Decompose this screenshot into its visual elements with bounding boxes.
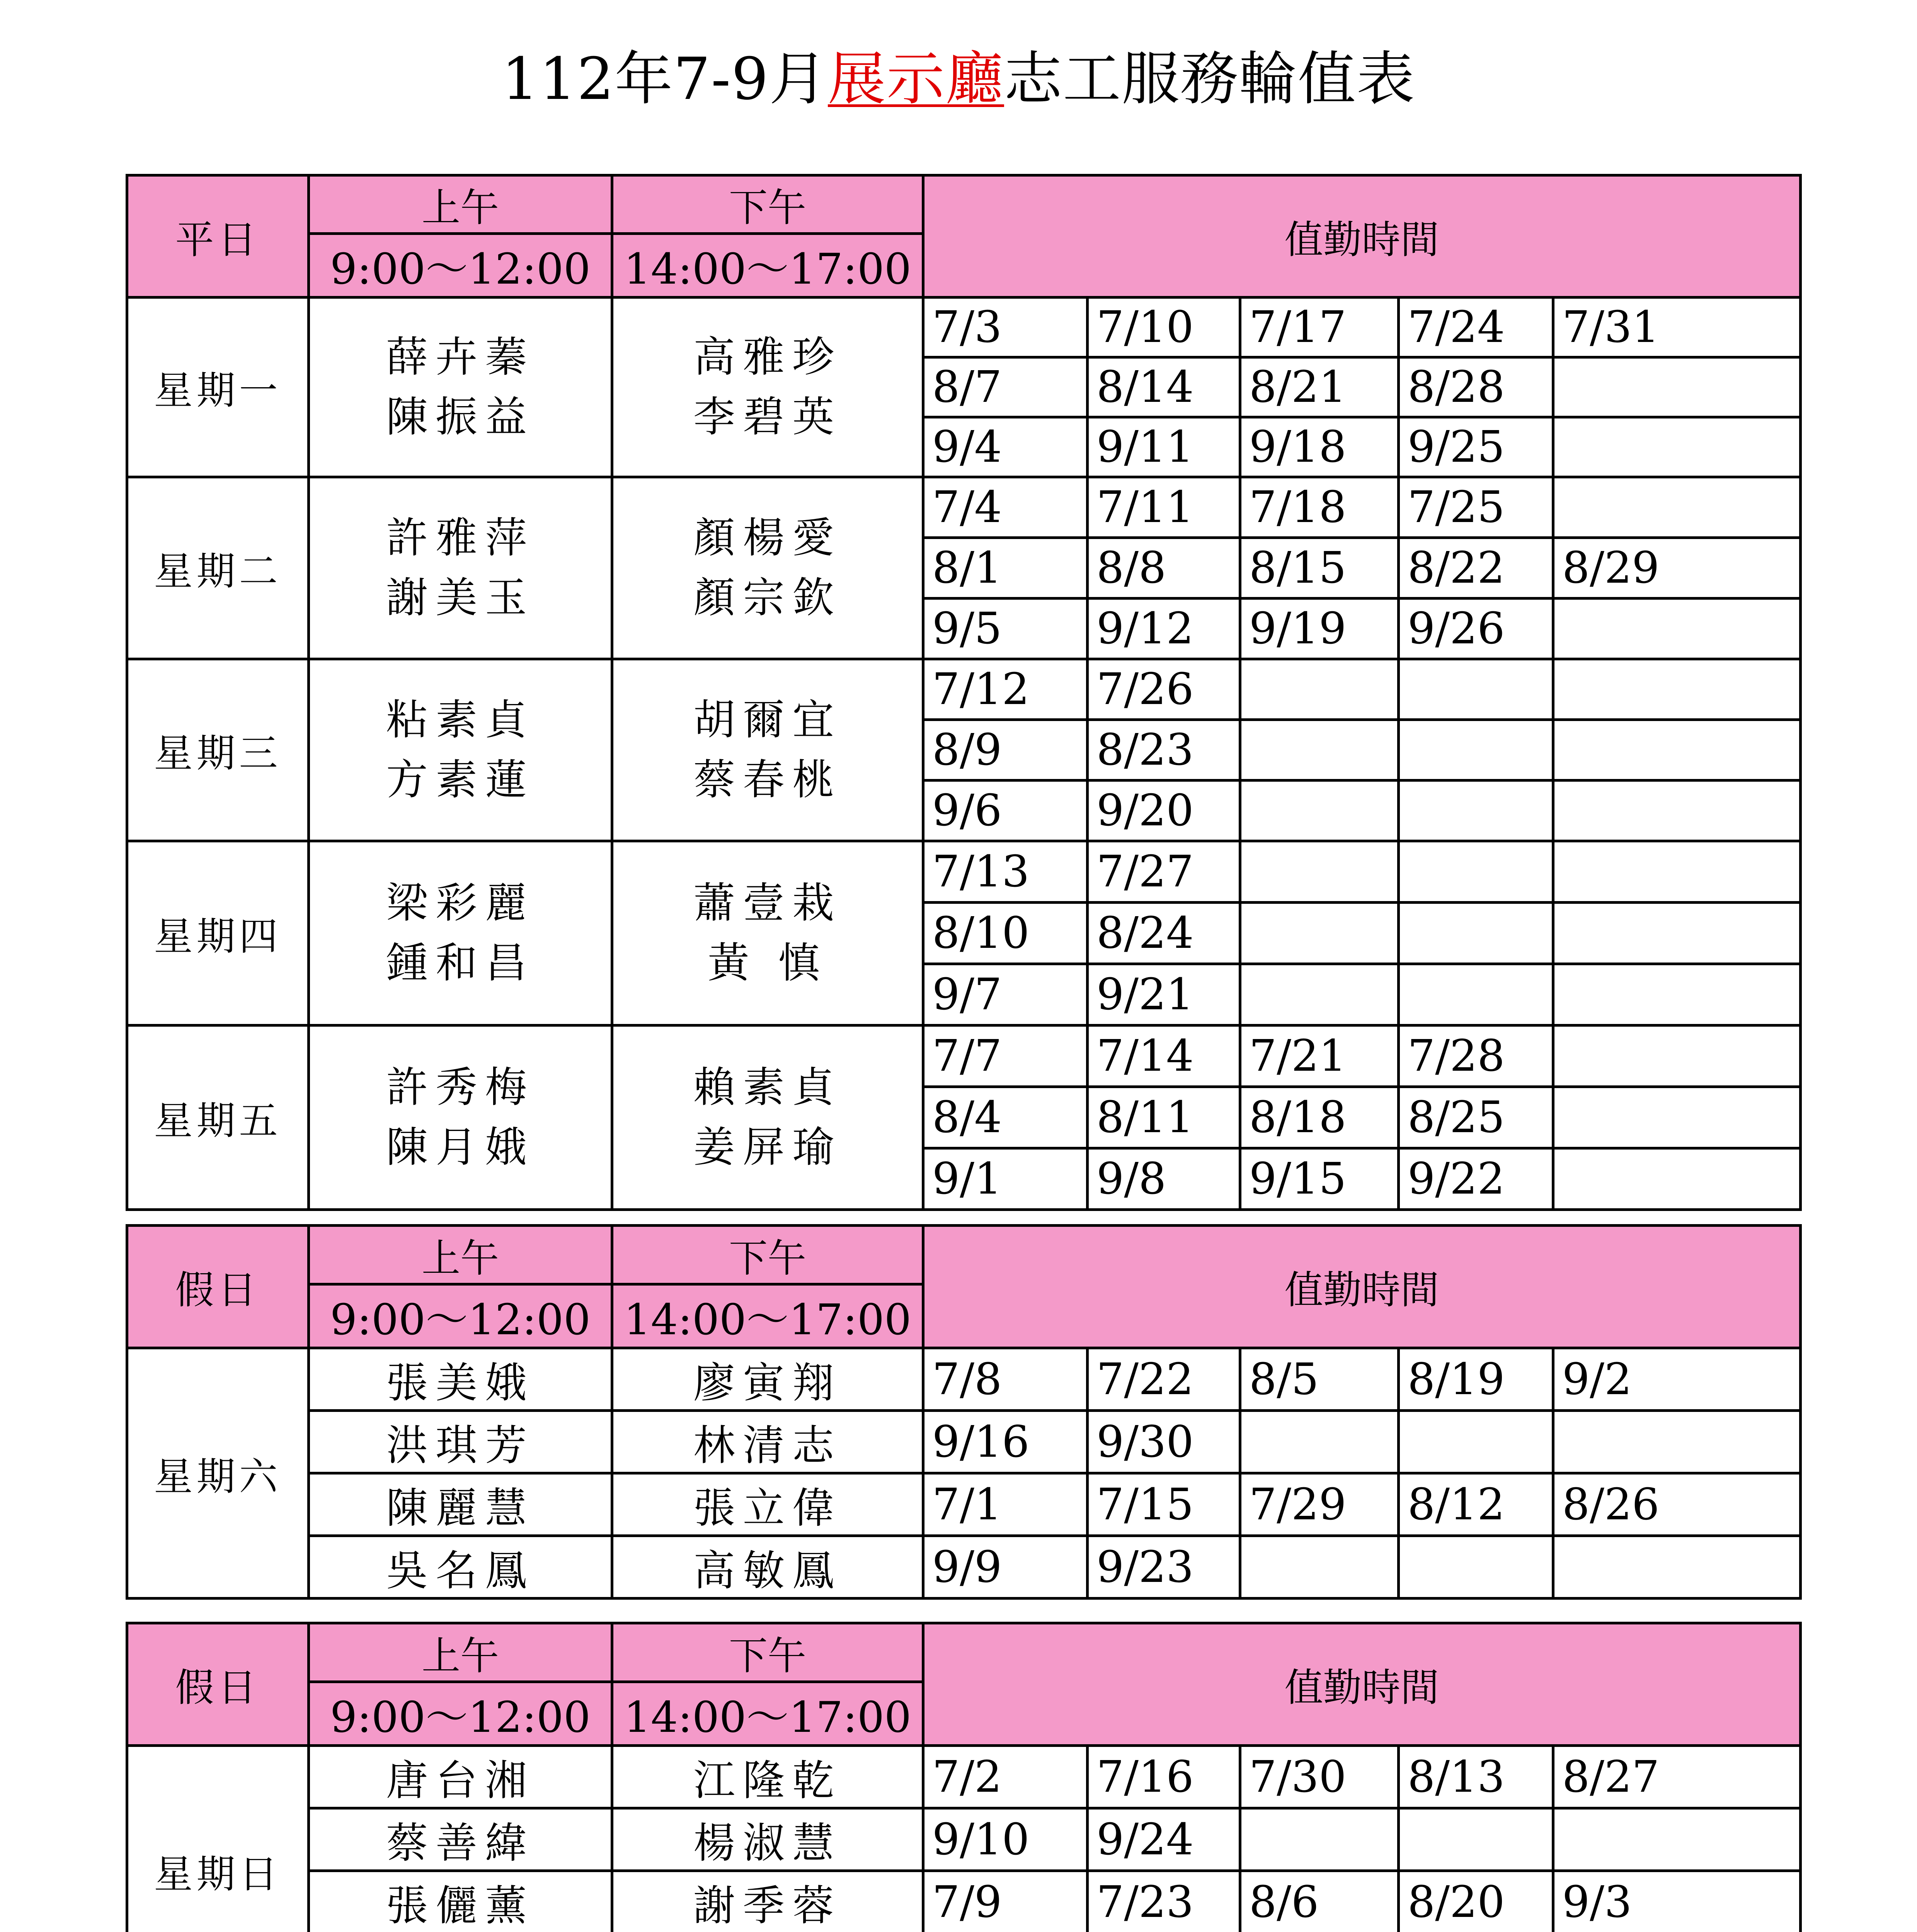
duty-date-cell: 7/24 [1399, 298, 1553, 357]
sunday-schedule-table [126, 1622, 1802, 1932]
pm-volunteer: 廖寅翔 [612, 1348, 923, 1411]
duty-date-cell: 8/25 [1399, 1087, 1553, 1148]
duty-date-cell: 9/26 [1399, 599, 1553, 659]
am-time: 9:00～12:00 [309, 1284, 612, 1348]
duty-date-cell: 7/21 [1240, 1026, 1399, 1087]
duty-date-cell [1240, 1411, 1399, 1473]
duty-date-cell: 9/19 [1240, 599, 1399, 659]
duty-date-cell [1553, 781, 1801, 841]
duty-date-cell [1553, 841, 1801, 903]
am-label: 上午 [309, 1226, 612, 1284]
schedule-row [127, 1871, 1801, 1932]
pm-volunteer: 張立偉 [612, 1473, 923, 1536]
am-volunteer: 張美娥 [309, 1348, 612, 1411]
duty-time-header: 值勤時間 [923, 1623, 1801, 1746]
weekday-label: 星期四 [127, 841, 309, 1026]
schedule-row [127, 477, 1801, 538]
duty-date-cell [1553, 417, 1801, 477]
duty-date-cell [1399, 659, 1553, 720]
volunteer-name: 許雅萍 [386, 514, 535, 562]
duty-date-cell: 7/22 [1088, 1348, 1240, 1411]
weekday-table-body [127, 175, 1801, 1210]
volunteer-name: 陳振益 [386, 393, 535, 441]
schedule-row [127, 1746, 1801, 1808]
duty-date-cell [1553, 659, 1801, 720]
duty-date-cell [1399, 1808, 1553, 1871]
duty-date-cell: 8/8 [1088, 538, 1240, 599]
duty-date-cell: 7/17 [1240, 298, 1399, 357]
corner-label: 假日 [127, 1226, 309, 1348]
duty-date-cell: 8/28 [1399, 357, 1553, 417]
duty-date-cell: 7/12 [923, 659, 1088, 720]
weekday-label: 星期一 [127, 298, 309, 477]
am-time: 9:00～12:00 [309, 1682, 612, 1746]
am-volunteers [309, 298, 612, 477]
schedule-row [127, 298, 1801, 357]
pm-volunteers [612, 298, 923, 477]
pm-volunteers [612, 841, 923, 1026]
volunteer-name: 鍾和昌 [386, 939, 535, 987]
am-label: 上午 [309, 1623, 612, 1682]
duty-date-cell: 9/9 [923, 1536, 1088, 1599]
duty-date-cell: 8/7 [923, 357, 1088, 417]
volunteer-name: 賴素貞 [693, 1063, 842, 1112]
volunteer-name: 姜屏瑜 [693, 1123, 842, 1172]
volunteer-name: 李碧英 [693, 393, 842, 441]
duty-date-cell [1553, 903, 1801, 964]
title-suffix: 志工服務輪值表 [1004, 46, 1415, 113]
duty-date-cell: 8/14 [1088, 357, 1240, 417]
duty-date-cell: 8/19 [1399, 1348, 1553, 1411]
volunteer-name: 蕭壹栽 [693, 879, 842, 927]
duty-date-cell: 8/22 [1399, 538, 1553, 599]
duty-date-cell [1240, 720, 1399, 781]
duty-date-cell [1240, 903, 1399, 964]
duty-date-cell [1240, 1536, 1399, 1599]
duty-date-cell: 9/10 [923, 1808, 1088, 1871]
duty-date-cell: 9/18 [1240, 417, 1399, 477]
duty-date-cell: 9/25 [1399, 417, 1553, 477]
pm-volunteers [612, 1026, 923, 1210]
duty-date-cell: 8/10 [923, 903, 1088, 964]
duty-date-cell: 8/27 [1553, 1746, 1801, 1808]
duty-date-cell: 8/5 [1240, 1348, 1399, 1411]
am-volunteers [309, 477, 612, 659]
weekday-label: 星期二 [127, 477, 309, 659]
am-volunteers [309, 1026, 612, 1210]
duty-date-cell [1240, 841, 1399, 903]
duty-date-cell: 7/28 [1399, 1026, 1553, 1087]
am-volunteer: 唐台湘 [309, 1746, 612, 1808]
duty-date-cell: 7/4 [923, 477, 1088, 538]
duty-date-cell [1240, 1808, 1399, 1871]
duty-date-cell [1399, 903, 1553, 964]
duty-date-cell: 9/1 [923, 1148, 1088, 1210]
weekday-label: 星期日 [127, 1746, 309, 1932]
header-row [127, 1226, 1801, 1284]
am-volunteer: 洪琪芳 [309, 1411, 612, 1473]
duty-date-cell [1553, 1536, 1801, 1599]
duty-date-cell: 9/21 [1088, 964, 1240, 1026]
volunteer-name: 顏楊愛 [693, 514, 842, 562]
pm-time: 14:00～17:00 [612, 234, 923, 298]
duty-date-cell: 8/6 [1240, 1871, 1399, 1932]
duty-date-cell: 8/26 [1553, 1473, 1801, 1536]
volunteer-name: 胡爾宜 [693, 696, 842, 744]
duty-date-cell: 8/15 [1240, 538, 1399, 599]
duty-date-cell [1553, 599, 1801, 659]
duty-date-cell: 9/8 [1088, 1148, 1240, 1210]
duty-date-cell [1399, 964, 1553, 1026]
duty-date-cell: 8/29 [1553, 538, 1801, 599]
volunteer-name: 高雅珍 [693, 333, 842, 381]
schedule-row [127, 1411, 1801, 1473]
duty-date-cell: 9/15 [1240, 1148, 1399, 1210]
duty-date-cell: 8/1 [923, 538, 1088, 599]
corner-label: 假日 [127, 1623, 309, 1746]
duty-date-cell: 9/4 [923, 417, 1088, 477]
duty-date-cell [1399, 1411, 1553, 1473]
duty-date-cell: 7/1 [923, 1473, 1088, 1536]
duty-date-cell: 9/6 [923, 781, 1088, 841]
duty-date-cell: 7/2 [923, 1746, 1088, 1808]
duty-date-cell [1553, 720, 1801, 781]
pm-label: 下午 [612, 175, 923, 234]
duty-date-cell [1399, 720, 1553, 781]
duty-date-cell [1240, 964, 1399, 1026]
volunteer-name: 方素蓮 [386, 756, 535, 804]
am-volunteer: 陳麗慧 [309, 1473, 612, 1536]
duty-date-cell: 8/4 [923, 1087, 1088, 1148]
weekday-label: 星期五 [127, 1026, 309, 1210]
schedule-row [127, 1536, 1801, 1599]
title-highlight: 展示廳 [827, 46, 1004, 113]
duty-date-cell: 8/18 [1240, 1087, 1399, 1148]
duty-date-cell: 7/29 [1240, 1473, 1399, 1536]
header-row [127, 175, 1801, 234]
duty-date-cell: 9/2 [1553, 1348, 1801, 1411]
pm-volunteer: 高敏鳳 [612, 1536, 923, 1599]
schedule-row [127, 1026, 1801, 1087]
pm-volunteers [612, 659, 923, 841]
volunteer-name: 蔡春桃 [693, 756, 842, 804]
duty-date-cell: 9/22 [1399, 1148, 1553, 1210]
pm-volunteer: 林清志 [612, 1411, 923, 1473]
duty-date-cell: 8/21 [1240, 357, 1399, 417]
volunteer-name: 梁彩麗 [386, 879, 535, 927]
duty-date-cell: 7/10 [1088, 298, 1240, 357]
duty-date-cell: 7/23 [1088, 1871, 1240, 1932]
am-time: 9:00～12:00 [309, 234, 612, 298]
duty-date-cell: 8/12 [1399, 1473, 1553, 1536]
duty-date-cell [1553, 1808, 1801, 1871]
duty-date-cell: 9/12 [1088, 599, 1240, 659]
duty-date-cell: 9/7 [923, 964, 1088, 1026]
volunteer-name: 薛卉蓁 [386, 333, 535, 381]
duty-date-cell: 7/13 [923, 841, 1088, 903]
duty-date-cell: 8/24 [1088, 903, 1240, 964]
duty-date-cell [1399, 781, 1553, 841]
duty-date-cell [1553, 477, 1801, 538]
duty-date-cell: 7/30 [1240, 1746, 1399, 1808]
duty-date-cell: 7/8 [923, 1348, 1088, 1411]
volunteer-name: 粘素貞 [386, 696, 535, 744]
duty-date-cell: 9/24 [1088, 1808, 1240, 1871]
duty-date-cell [1553, 1026, 1801, 1087]
duty-date-cell: 7/25 [1399, 477, 1553, 538]
am-volunteers [309, 841, 612, 1026]
header-row [127, 1623, 1801, 1682]
schedule-row [127, 659, 1801, 720]
duty-date-cell: 7/7 [923, 1026, 1088, 1087]
duty-time-header: 值勤時間 [923, 1226, 1801, 1348]
duty-date-cell: 8/13 [1399, 1746, 1553, 1808]
am-volunteer: 張儷薰 [309, 1871, 612, 1932]
am-volunteers [309, 659, 612, 841]
pm-volunteer: 謝季蓉 [612, 1871, 923, 1932]
duty-time-header: 值勤時間 [923, 175, 1801, 298]
volunteer-name: 謝美玉 [386, 574, 535, 622]
duty-date-cell: 7/9 [923, 1871, 1088, 1932]
duty-date-cell: 7/16 [1088, 1746, 1240, 1808]
duty-date-cell: 8/23 [1088, 720, 1240, 781]
duty-date-cell: 9/16 [923, 1411, 1088, 1473]
duty-date-cell: 7/27 [1088, 841, 1240, 903]
schedule-row [127, 1473, 1801, 1536]
sunday-table-body [127, 1623, 1801, 1932]
duty-date-cell [1553, 1148, 1801, 1210]
pm-volunteers [612, 477, 923, 659]
duty-date-cell: 7/18 [1240, 477, 1399, 538]
corner-label: 平日 [127, 175, 309, 298]
pm-label: 下午 [612, 1623, 923, 1682]
duty-date-cell [1399, 841, 1553, 903]
duty-date-cell [1240, 659, 1399, 720]
pm-label: 下午 [612, 1226, 923, 1284]
am-volunteer: 吳名鳳 [309, 1536, 612, 1599]
duty-date-cell: 7/26 [1088, 659, 1240, 720]
volunteer-name: 顏宗欽 [693, 574, 842, 622]
duty-date-cell [1553, 1087, 1801, 1148]
duty-date-cell: 7/31 [1553, 298, 1801, 357]
duty-date-cell [1553, 1411, 1801, 1473]
volunteer-name: 黃 慎 [707, 939, 828, 987]
pm-volunteer: 楊淑慧 [612, 1808, 923, 1871]
saturday-table-body [127, 1226, 1801, 1599]
am-label: 上午 [309, 175, 612, 234]
duty-date-cell: 9/5 [923, 599, 1088, 659]
duty-date-cell: 9/3 [1553, 1871, 1801, 1932]
schedule-row [127, 841, 1801, 903]
schedule-row [127, 1808, 1801, 1871]
duty-date-cell: 9/30 [1088, 1411, 1240, 1473]
weekday-label: 星期六 [127, 1348, 309, 1599]
volunteer-name: 許秀梅 [386, 1063, 535, 1112]
pm-time: 14:00～17:00 [612, 1284, 923, 1348]
pm-time: 14:00～17:00 [612, 1682, 923, 1746]
duty-date-cell [1240, 781, 1399, 841]
duty-date-cell: 8/9 [923, 720, 1088, 781]
duty-date-cell [1553, 357, 1801, 417]
weekday-schedule-table [126, 174, 1802, 1211]
duty-date-cell: 7/3 [923, 298, 1088, 357]
weekday-label: 星期三 [127, 659, 309, 841]
duty-date-cell: 9/20 [1088, 781, 1240, 841]
duty-date-cell [1399, 1536, 1553, 1599]
duty-date-cell: 7/14 [1088, 1026, 1240, 1087]
duty-date-cell: 9/23 [1088, 1536, 1240, 1599]
duty-date-cell: 7/11 [1088, 477, 1240, 538]
duty-date-cell: 9/11 [1088, 417, 1240, 477]
pm-volunteer: 江隆乾 [612, 1746, 923, 1808]
duty-date-cell: 8/20 [1399, 1871, 1553, 1932]
volunteer-name: 陳月娥 [386, 1123, 535, 1172]
schedule-row [127, 1348, 1801, 1411]
title-prefix: 112年7-9月 [502, 46, 828, 113]
duty-date-cell: 7/15 [1088, 1473, 1240, 1536]
duty-date-cell [1553, 964, 1801, 1026]
page-title [0, 37, 1917, 122]
saturday-schedule-table [126, 1224, 1802, 1600]
duty-date-cell: 8/11 [1088, 1087, 1240, 1148]
am-volunteer: 蔡善緯 [309, 1808, 612, 1871]
